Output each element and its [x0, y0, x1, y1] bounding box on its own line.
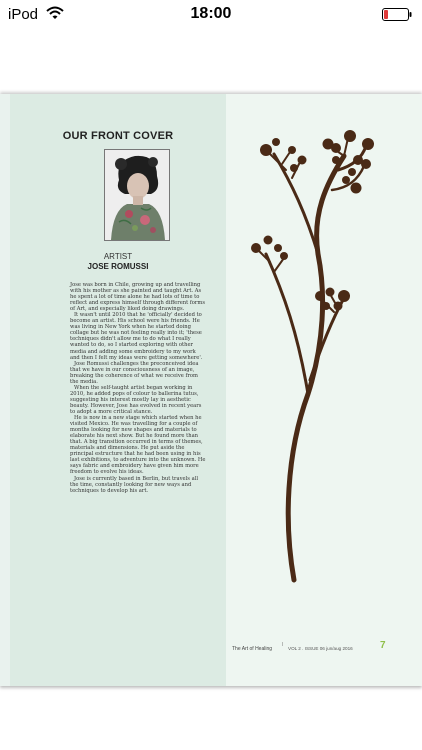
article-paragraph: Jose Romussi challenges the preconceived idea that we have in our consciousness of an image, breaking the coherence of what we receive from the media. [70, 360, 199, 385]
footer-issue-info: VOL 2 . ISSUE 06 jun/aug 2016 [288, 646, 353, 651]
page-number: 7 [380, 640, 386, 651]
carrier-label: iPod [8, 6, 39, 23]
article-paragraph: When the self-taught artist began working in 2010, he added pops of colour to ballerina tutus, suggesting his interest mostly lay in aesthetic beauty. However, Jose has evolved in recent years to adopt a more critical stance. [70, 384, 202, 415]
artist-name: JOSE ROMUSSI [87, 262, 149, 271]
article-paragraph: He is now in a new stage which started when he visited Mexico. He was travelling for a couple of months looking for new shapes and materials to elaborate his next show. But he found more than that. A big transition occurred in terms of themes, materials and dimensions. He put aside the principal estructure that he had been using in his last exhibitions, to adventure into the unknown. He says fabric and embroidery have given him more freedom to evolve his ideas. [70, 415, 206, 476]
plant-illustration [226, 94, 422, 686]
magazine-page[interactable] [0, 94, 422, 686]
plant-buds [251, 130, 374, 311]
article-paragraph: It wasn't until 2010 that he 'officially' decided to become an artist. His school were his friends. He was living in New York when he started doing collage but he was not feeling really into it; 'these techniques didn't allow me to do what I really wanted to do, so I started exploring with other media and adding some embroidery to my work and then I felt my ideas were getting somewhere'. [70, 312, 203, 361]
status-time: 18:00 [190, 5, 232, 22]
article-body [70, 282, 206, 494]
status-bar [0, 0, 422, 30]
footer-separator: I [282, 642, 284, 648]
battery-icon [382, 8, 412, 21]
footer-magazine-title: The Art of Healing [232, 646, 273, 652]
artist-label: ARTIST [103, 252, 133, 261]
page-title: OUR FRONT COVER [62, 130, 174, 142]
article-paragraph: Jose is currently based in Berlin, but travels all the time, constantly looking for new ways and techniques to develop his art. [70, 475, 199, 494]
artist-portrait [104, 149, 170, 241]
article-paragraph: Jose was born in Chile, growing up and travelling with his mother as she painted and taught Art. As he spent a lot of time alone he had lots of time to reflect and express himself through different forms of Art, and especially liked doing drawings. [70, 282, 205, 313]
